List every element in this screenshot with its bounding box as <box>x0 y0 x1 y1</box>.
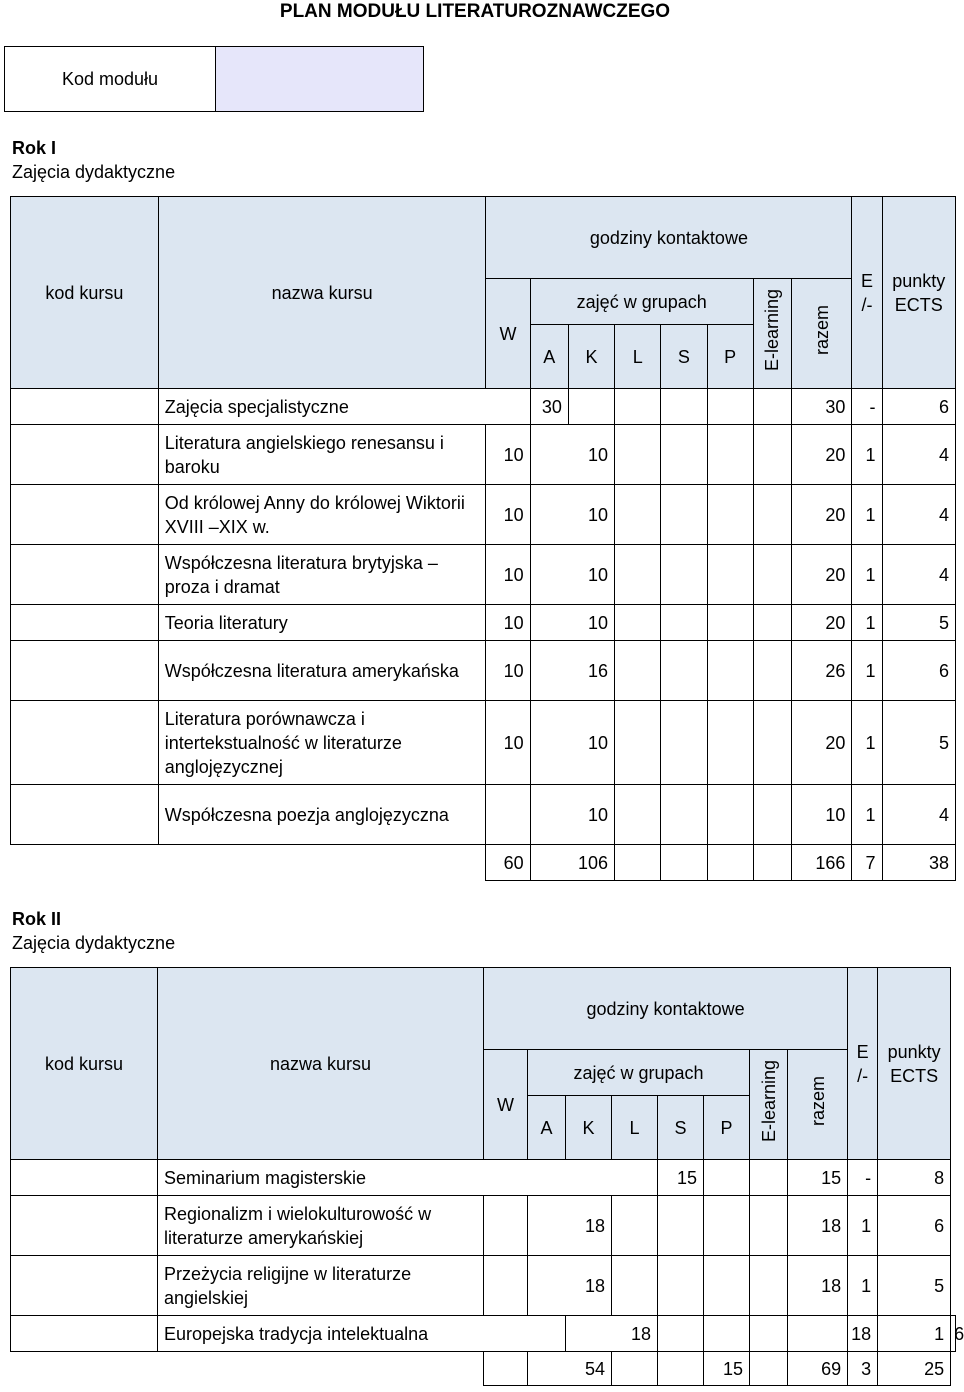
hdr-p: P <box>704 1096 750 1160</box>
page-title: PLAN MODUŁU LITERATUROZNAWCZEGO <box>279 1 671 22</box>
kod-modulu-box <box>4 46 424 112</box>
hdr-w: W <box>486 279 530 389</box>
rok2-table <box>10 967 964 1386</box>
hdr-godziny: godziny kontaktowe <box>484 968 848 1050</box>
hdr-w: W <box>484 1050 528 1160</box>
hdr-p: P <box>707 325 753 389</box>
table-row: Współczesna literatura amerykańska 10 16 26 1 6 <box>11 641 956 701</box>
table-row: Przeżycia religijne w literaturze angielskiej 18 18 1 5 <box>11 1256 956 1316</box>
hdr-godziny: godziny kontaktowe <box>486 197 852 279</box>
table-row: Regionalizm i wielokulturowość w literaturze amerykańskiej 18 18 1 6 <box>11 1196 956 1256</box>
hdr-k: K <box>566 1096 612 1160</box>
hdr-l: L <box>612 1096 658 1160</box>
teoria-row: Teoria literatury 10 10 20 1 5 <box>11 605 956 641</box>
hdr-elearning: E-learning <box>753 279 791 389</box>
kod-modulu-input[interactable] <box>216 47 423 111</box>
hdr-k: K <box>568 325 614 389</box>
hdr-zajec: zajęć w grupach <box>530 279 753 325</box>
table-row: Współczesna literatura brytyjska – proza i dramat 10 10 20 1 4 <box>11 545 956 605</box>
hdr-s: S <box>658 1096 704 1160</box>
hdr-elearning: E-learning <box>750 1050 788 1160</box>
hdr-razem: razem <box>788 1050 848 1160</box>
total-row: 54 15 69 3 25 <box>11 1352 956 1386</box>
rok1-table <box>10 196 956 881</box>
hdr-nazwa-kursu: nazwa kursu <box>158 968 484 1160</box>
hdr-a: A <box>528 1096 566 1160</box>
hdr-a: A <box>530 325 568 389</box>
hdr-ects: punkty ECTS <box>878 968 951 1160</box>
hdr-ects: punkty ECTS <box>882 197 955 389</box>
rok2-sub: Zajęcia dydaktyczne <box>12 933 176 953</box>
table-row: Literatura porównawcza i intertekstualność w literaturze anglojęzycznej 10 10 20 1 5 <box>11 701 956 785</box>
section-row: Seminarium magisterskie 15 15 - 8 <box>11 1160 956 1196</box>
rok2-label: Rok II <box>12 909 62 929</box>
table-row: Europejska tradycja intelektualna 18 18 1 6 <box>11 1316 956 1352</box>
table-row: Literatura angielskiego renesansu i baroku 10 10 20 1 4 <box>11 425 956 485</box>
hdr-kod-kursu: kod kursu <box>11 968 158 1160</box>
hdr-e: E /- <box>848 968 878 1160</box>
table-row: Współczesna poezja anglojęzyczna 10 10 1 4 <box>11 785 956 845</box>
hdr-s: S <box>661 325 707 389</box>
table-row: Od królowej Anny do królowej Wiktorii XVIII –XIX w. 10 10 20 1 4 <box>11 485 956 545</box>
hdr-razem: razem <box>791 279 851 389</box>
rok1-sub: Zajęcia dydaktyczne <box>12 162 176 182</box>
hdr-e: E /- <box>852 197 882 389</box>
hdr-zajec: zajęć w grupach <box>528 1050 750 1096</box>
hdr-nazwa-kursu: nazwa kursu <box>158 197 486 389</box>
rok1-label: Rok I <box>12 138 57 158</box>
hdr-l: L <box>615 325 661 389</box>
section-row: Zajęcia specjalistyczne 30 30 - 6 <box>11 389 956 425</box>
kod-modulu-label: Kod modułu <box>5 47 216 111</box>
total-row: 60 106 166 7 38 <box>11 845 956 881</box>
hdr-kod-kursu: kod kursu <box>11 197 159 389</box>
